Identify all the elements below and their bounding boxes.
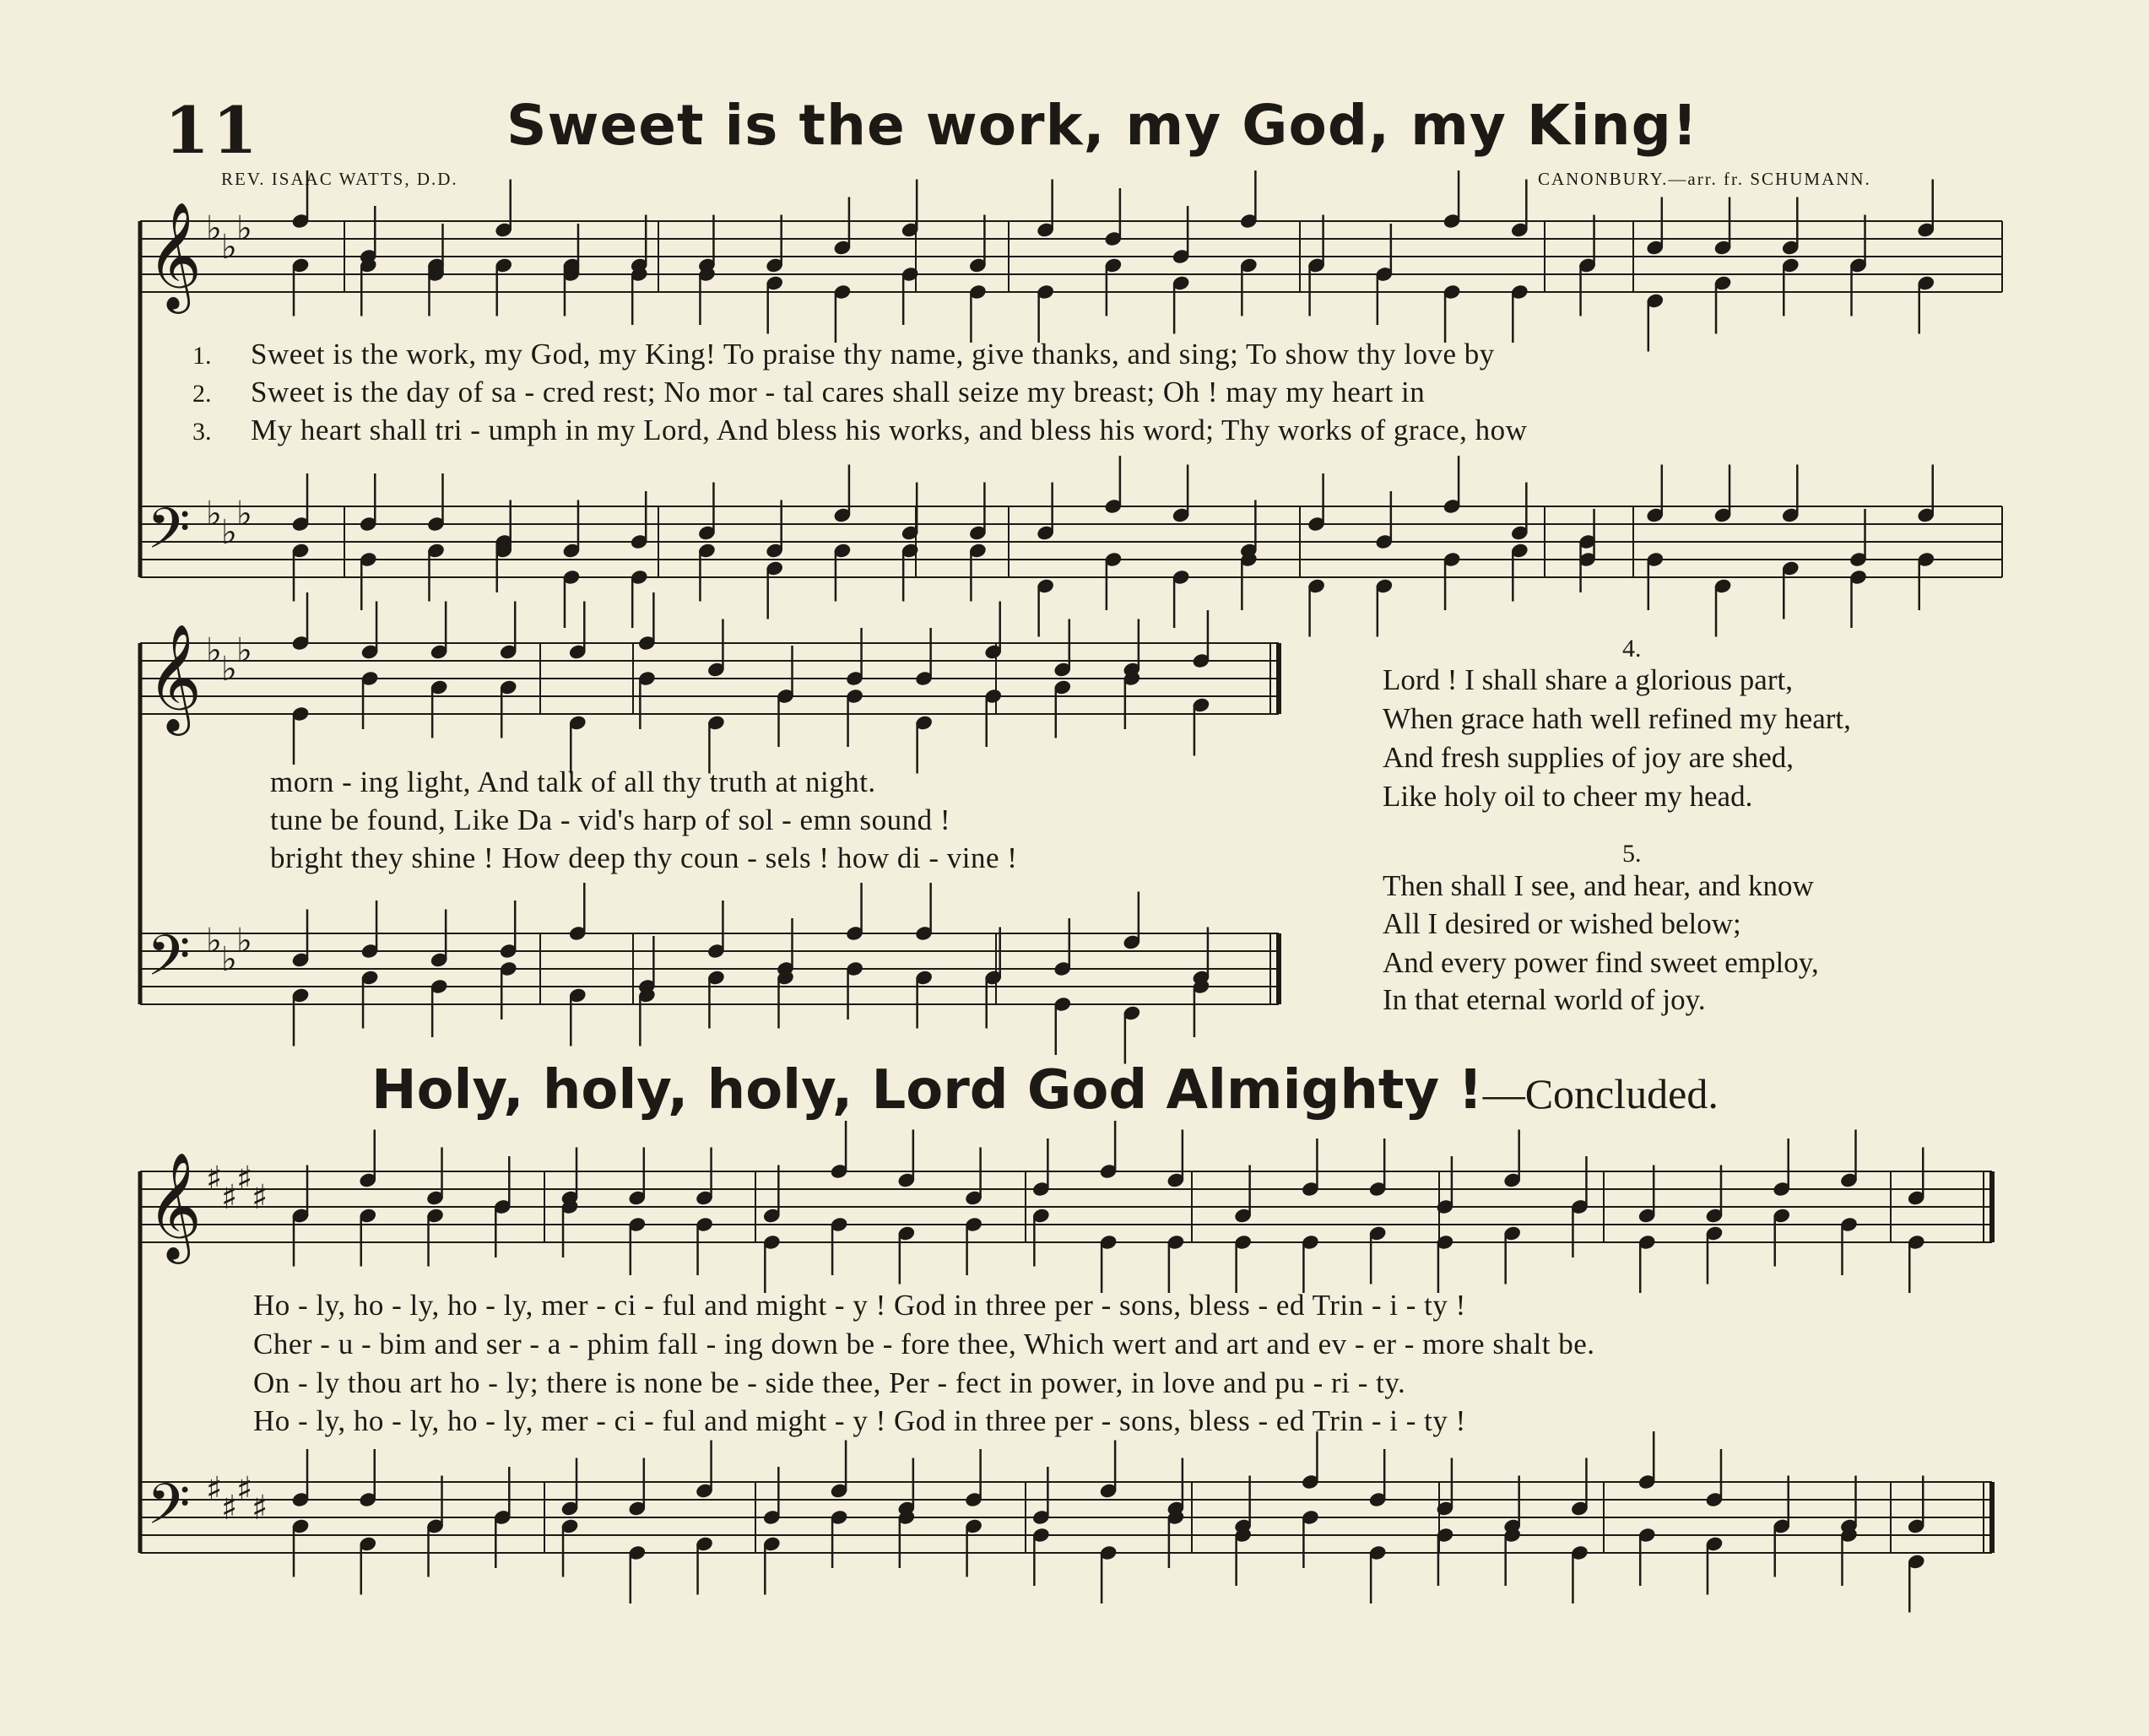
stanza-number: 4. <box>1622 635 1642 662</box>
sharp-icon: ♯ <box>252 1489 268 1528</box>
flat-icon: ♭ <box>206 209 222 248</box>
stanza-line: Then shall I see, and hear, and know <box>1383 869 1814 902</box>
flat-icon: ♭ <box>236 631 252 670</box>
treble-clef: 𝄞 <box>147 623 203 731</box>
stanza-line: In that eternal world of joy. <box>1383 983 1706 1016</box>
author-credit: REV. ISAAC WATTS, D.D. <box>221 169 458 189</box>
lyric-line: tune be found, Like Da - vid's harp of sol - emn sound ! <box>270 803 951 836</box>
page-number: 11 <box>165 93 261 168</box>
sharp-icon: ♯ <box>221 1178 238 1217</box>
sharp-icon: ♯ <box>236 1470 253 1509</box>
lyric-line: Sweet is the work, my God, my King! To praise thy name, give thanks, and sing; To show thy love by <box>251 338 1495 370</box>
flat-icon: ♭ <box>221 228 237 267</box>
stanza-line: And fresh supplies of joy are shed, <box>1383 741 1794 774</box>
lyric-line: Ho - ly, ho - ly, ho - ly, mer - ci - ful and might - y ! God in three per - sons, bless - ed Trin - i - ty ! <box>253 1289 1466 1322</box>
sharp-icon: ♯ <box>236 1160 253 1198</box>
hymn2-title-main: Holy, holy, holy, Lord God Almighty ! <box>371 1059 1483 1122</box>
lyric-line: Cher - u - bim and ser - a - phim fall - ing down be - fore thee, Which wert and art and ev - er - more shalt be. <box>253 1328 1595 1360</box>
sharp-icon: ♯ <box>206 1470 223 1509</box>
stanza-line: When grace hath well refined my heart, <box>1383 702 1851 735</box>
stanza-line: All I desired or wished below; <box>1383 907 1741 940</box>
stanza-number: 5. <box>1622 840 1642 868</box>
sharp-icon: ♯ <box>252 1178 268 1217</box>
flat-icon: ♭ <box>236 495 252 533</box>
stanza-line: Like holy oil to cheer my head. <box>1383 780 1753 813</box>
hymn2-title <box>371 1059 1719 1122</box>
flat-icon: ♭ <box>206 922 222 960</box>
lyric-line: bright they shine ! How deep thy coun - sels ! how di - vine ! <box>270 841 1018 874</box>
bass-clef: 𝄢 <box>147 1472 191 1550</box>
hymn-title: Sweet is the work, my God, my King! <box>506 93 1698 158</box>
lyric-line: Sweet is the day of sa - cred rest; No mor - tal cares shall seize my breast; Oh ! may my heart in <box>251 376 1426 408</box>
verse-number: 3. <box>192 418 212 446</box>
verse-number: 2. <box>192 380 212 408</box>
stanza-line: Lord ! I shall share a glorious part, <box>1383 663 1793 696</box>
stanza-line: And every power find sweet employ, <box>1383 946 1819 979</box>
lyric-line: My heart shall tri - umph in my Lord, And bless his works, and bless his word; Thy works of grace, how <box>251 414 1528 446</box>
verse-number: 1. <box>192 342 212 370</box>
bass-clef: 𝄢 <box>147 923 191 1002</box>
treble-clef: 𝄞 <box>147 1151 203 1259</box>
lyric-line: Ho - ly, ho - ly, ho - ly, mer - ci - ful and might - y ! God in three per - sons, bless - ed Trin - i - ty ! <box>253 1404 1466 1437</box>
flat-icon: ♭ <box>236 922 252 960</box>
flat-icon: ♭ <box>221 940 237 979</box>
lyric-line: On - ly thou art ho - ly; there is none be - side thee, Per - fect in power, in love and pu - ri - ty. <box>253 1366 1406 1399</box>
lyric-line: morn - ing light, And talk of all thy truth at night. <box>270 765 876 798</box>
flat-icon: ♭ <box>236 209 252 248</box>
flat-icon: ♭ <box>206 495 222 533</box>
tune-credit: CANONBURY.—arr. fr. SCHUMANN. <box>1538 169 1871 189</box>
sharp-icon: ♯ <box>221 1489 238 1528</box>
flat-icon: ♭ <box>206 631 222 670</box>
treble-clef: 𝄞 <box>147 201 203 309</box>
bass-clef: 𝄢 <box>147 496 191 575</box>
flat-icon: ♭ <box>221 513 237 552</box>
sharp-icon: ♯ <box>206 1160 223 1198</box>
flat-icon: ♭ <box>221 650 237 689</box>
hymn2-title-suffix: —Concluded. <box>1482 1070 1719 1117</box>
